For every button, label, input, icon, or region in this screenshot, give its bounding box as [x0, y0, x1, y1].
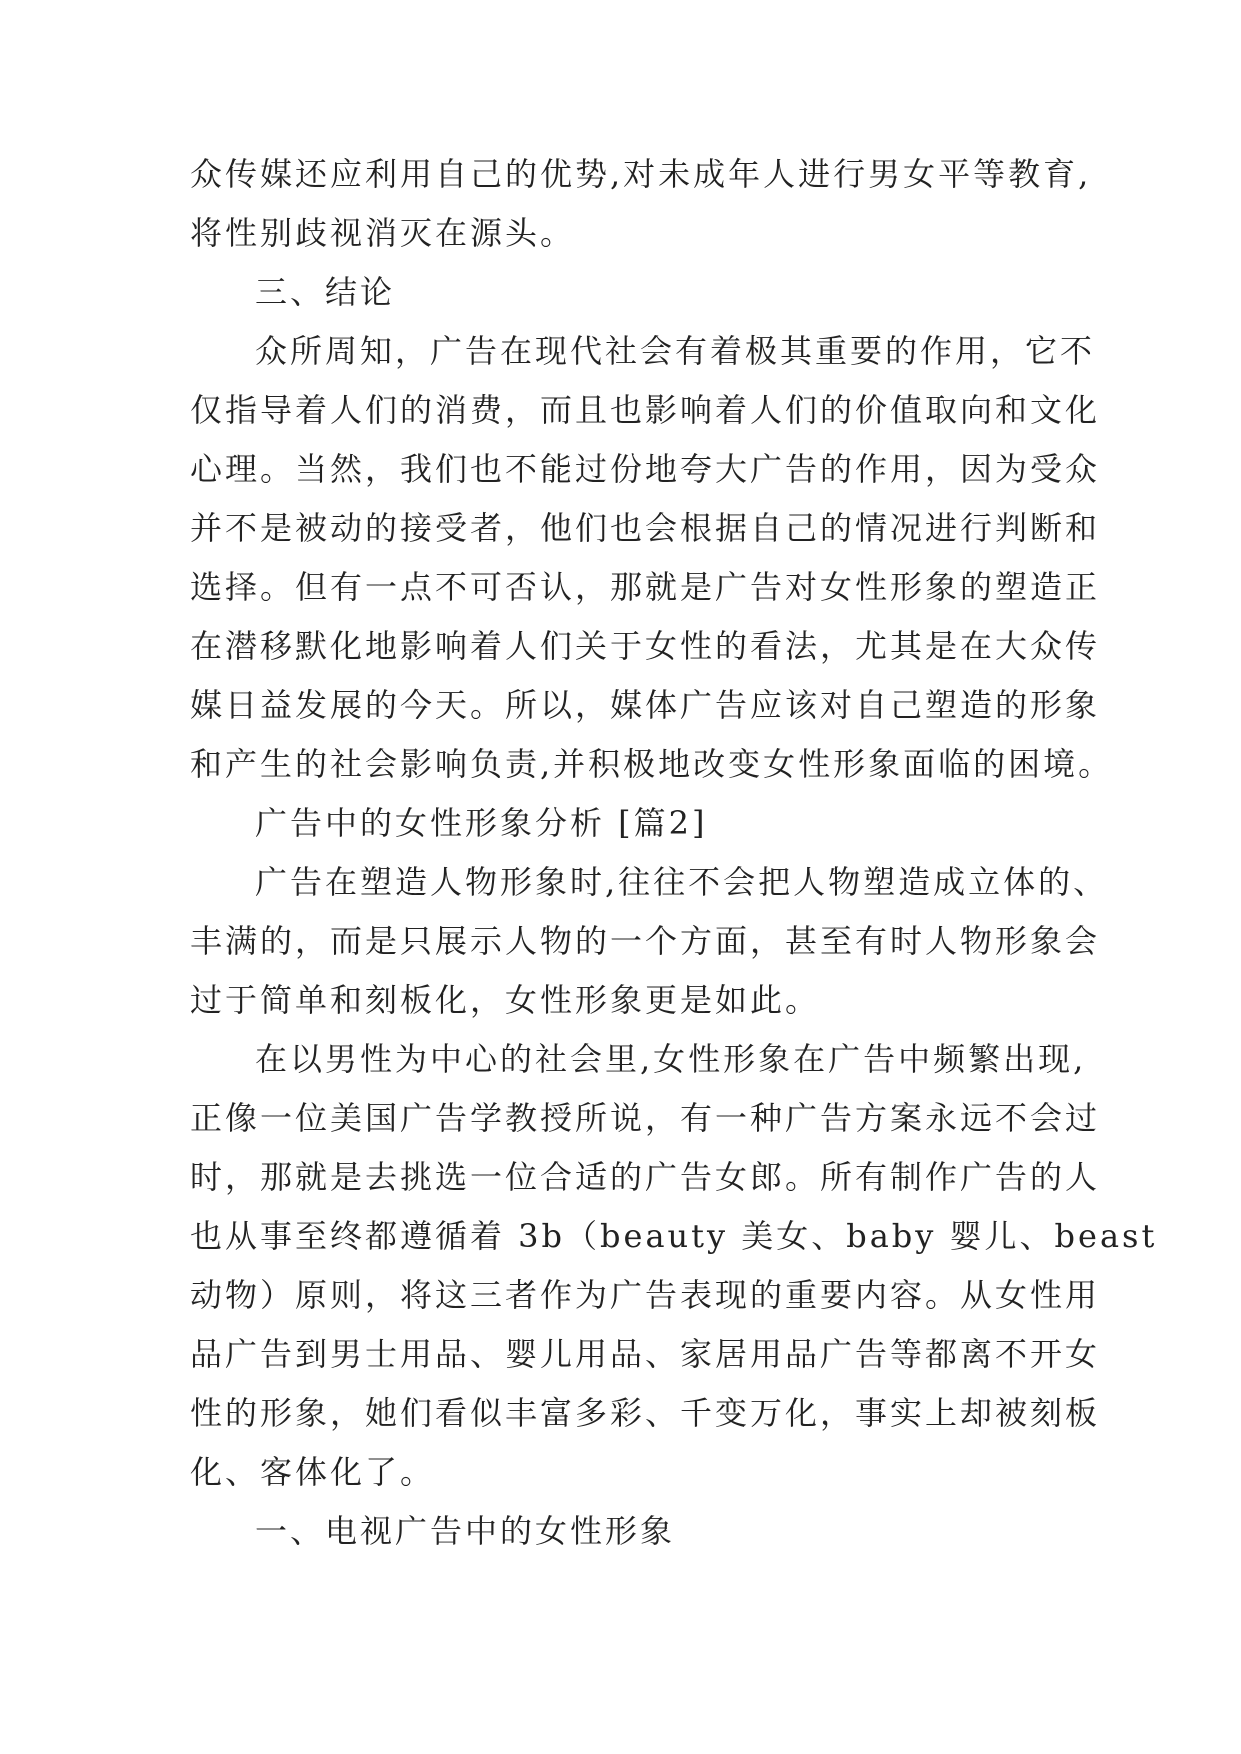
- text-line: 品广告到男士用品、婴儿用品、家居用品广告等都离不开女: [190, 1335, 1101, 1373]
- text-line: 性的形象，她们看似丰富多彩、千变万化，事实上却被刻板: [190, 1394, 1101, 1432]
- text-line: 正像一位美国广告学教授所说，有一种广告方案永远不会过: [190, 1099, 1101, 1137]
- text-line: 心理。当然，我们也不能过份地夸大广告的作用，因为受众: [190, 450, 1101, 488]
- article-title: 广告中的女性形象分析 [篇2]: [255, 804, 708, 842]
- text-line: 仅指导着人们的消费，而且也影响着人们的价值取向和文化: [190, 391, 1101, 429]
- text-line: 将性别歧视消灭在源头。: [190, 214, 576, 252]
- text-line: 过于简单和刻板化，女性形象更是如此。: [190, 981, 821, 1019]
- section-heading: 三、结论: [255, 273, 396, 311]
- text-line: 众传媒还应利用自己的优势,对未成年人进行男女平等教育,: [190, 155, 1092, 193]
- text-line: 并不是被动的接受者，他们也会根据自己的情况进行判断和: [190, 509, 1101, 547]
- text-line: 众所周知，广告在现代社会有着极其重要的作用，它不: [255, 332, 1096, 370]
- text-line: 化、客体化了。: [190, 1453, 436, 1491]
- section-heading: 一、电视广告中的女性形象: [255, 1512, 676, 1550]
- text-line: 在以男性为中心的社会里,女性形象在广告中频繁出现,: [255, 1040, 1087, 1078]
- text-line: 在潜移默化地影响着人们关于女性的看法，尤其是在大众传: [190, 627, 1101, 665]
- text-line: 选择。但有一点不可否认，那就是广告对女性形象的塑造正: [190, 568, 1101, 606]
- document-body: [190, 145, 1158, 1561]
- text-line: 时，那就是去挑选一位合适的广告女郎。所有制作广告的人: [190, 1158, 1101, 1196]
- text-line: 和产生的社会影响负责,并积极地改变女性形象面临的困境。: [190, 745, 1114, 783]
- text-line: 广告在塑造人物形象时,往往不会把人物塑造成立体的、: [255, 863, 1109, 901]
- text-line: 也从事至终都遵循着 3b（beauty 美女、baby 婴儿、beast: [190, 1217, 1158, 1255]
- text-line: 动物）原则，将这三者作为广告表现的重要内容。从女性用: [190, 1276, 1101, 1314]
- text-line: 媒日益发展的今天。所以，媒体广告应该对自己塑造的形象: [190, 686, 1101, 724]
- text-line: 丰满的，而是只展示人物的一个方面，甚至有时人物形象会: [190, 922, 1101, 960]
